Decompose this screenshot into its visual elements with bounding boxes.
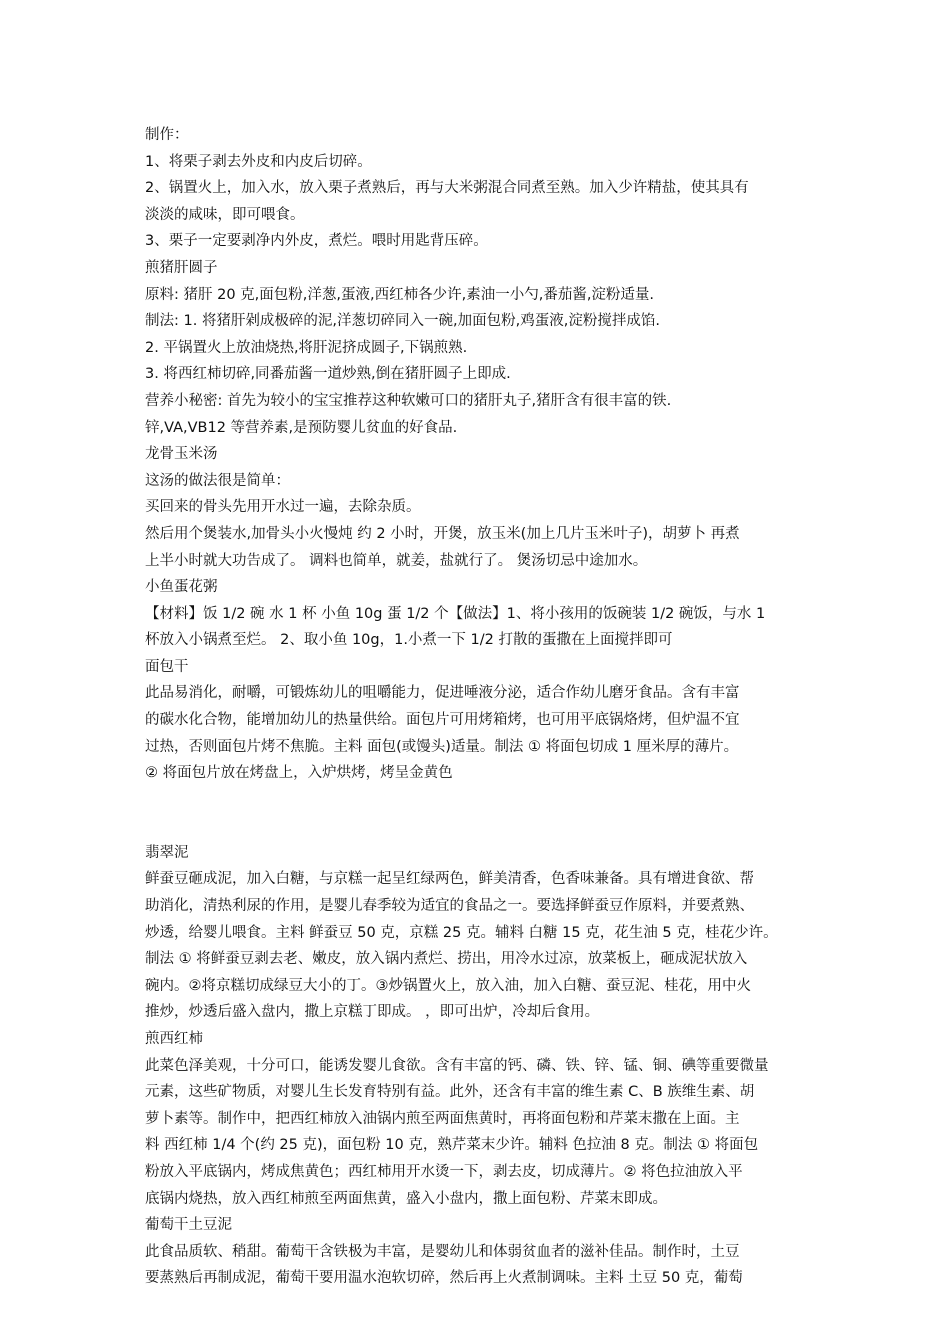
text-line: 制法: 1. 将猪肝剁成极碎的泥,洋葱切碎同入一碗,加面包粉,鸡蛋液,淀粉搅拌成馅. [145, 313, 660, 330]
text-line: 粉放入平底锅内，烤成焦黄色；西红柿用开水烫一下，剥去皮，切成薄片。② 将色拉油放入平 [145, 1163, 743, 1180]
text-line: 这汤的做法很是简单： [145, 472, 290, 489]
text-block-lower [145, 840, 815, 1292]
text-line: 推炒，炒透后盛入盘内，撒上京糕丁即成。 ，即可出炉，冷却后食用。 [145, 1004, 600, 1021]
text-line: 料 西红柿 1/4 个(约 25 克)，面包粉 10 克，熟芹菜末少许。辅料 色拉油 8 克。制法 ① 将面包 [145, 1137, 759, 1154]
text-line: 的碳水化合物，能增加幼儿的热量供给。面包片可用烤箱烤，也可用平底锅烙烤，但炉温不宜 [145, 712, 740, 729]
document-body [145, 122, 815, 1292]
text-line: 龙骨玉米汤 [145, 446, 218, 463]
text-line: 鲜蚕豆砸成泥，加入白糖，与京糕一起呈红绿两色，鲜美清香，色香味兼备。具有增进食欲、帮 [145, 871, 754, 888]
text-line: 此菜色泽美观，十分可口，能诱发婴儿食欲。含有丰富的钙、磷、铁、锌、锰、铜、碘等重要微量 [145, 1057, 769, 1074]
text-line: 1、将栗子剥去外皮和内皮后切碎。 [145, 153, 372, 170]
text-line: 此食品质软、稍甜。葡萄干含铁极为丰富，是婴幼儿和体弱贫血者的滋补佳品。制作时，土豆 [145, 1243, 740, 1260]
text-line: 2、锅置火上，加入水，放入栗子煮熟后，再与大米粥混合同煮至熟。加入少许精盐，使其具有 [145, 180, 749, 197]
text-line: 2. 平锅置火上放油烧热,将肝泥挤成圆子,下锅煎熟. [145, 339, 468, 356]
text-line: 萝卜素等。制作中，把西红柿放入油锅内煎至两面焦黄时，再将面包粉和芹菜末撒在上面。主 [145, 1110, 740, 1127]
text-line: ② 将面包片放在烤盘上，入炉烘烤，烤呈金黄色 [145, 765, 453, 782]
text-line: 锌,VA,VB12 等营养素,是预防婴儿贫血的好食品. [145, 419, 458, 436]
text-line: 翡翠泥 [145, 844, 189, 861]
text-line: 煎西红柿 [145, 1031, 203, 1047]
text-block-upper [145, 122, 815, 787]
text-line: 买回来的骨头先用开水过一遍，去除杂质。 [145, 499, 421, 516]
text-line: 3、栗子一定要剥净内外皮，煮烂。喂时用匙背压碎。 [145, 233, 488, 250]
text-line: 过热，否则面包片烤不焦脆。主料 面包(或馒头)适量。制法 ① 将面包切成 1 厘米厚的薄片。 [145, 738, 739, 755]
text-line: 制法 ① 将鲜蚕豆剥去老、嫩皮，放入锅内煮烂、捞出，用冷水过凉，放菜板上，砸成泥状放入 [145, 951, 748, 968]
text-line: 煎猪肝圆子 [145, 259, 218, 276]
text-line: 原料: 猪肝 20 克,面包粉,洋葱,蛋液,西红柿各少许,素油一小勺,番茄酱,淀粉适量. [145, 286, 655, 303]
text-line: 制作： [145, 127, 189, 143]
text-line: 面包干 [145, 658, 189, 675]
text-line: 助消化，清热利尿的作用，是婴儿春季较为适宜的食品之一。要选择鲜蚕豆作原料，并要煮熟、 [145, 898, 754, 915]
text-line: 此品易消化，耐嚼，可锻炼幼儿的咀嚼能力，促进唾液分泌，适合作幼儿磨牙食品。含有丰富 [145, 685, 740, 702]
text-line: 碗内。②将京糕切成绿豆大小的丁。③炒锅置火上，放入油，加入白糖、蚕豆泥、桂花，用中火 [145, 977, 751, 994]
text-line: 元素，这些矿物质，对婴儿生长发育特别有益。此外，还含有丰富的维生素 C、B 族维生素、胡 [145, 1084, 755, 1101]
paragraph-gap [145, 787, 815, 840]
text-line: 炒透，给婴儿喂食。主料 鲜蚕豆 50 克，京糕 25 克。辅料 白糖 15 克，花生油 5 克，桂花少许。 [145, 924, 778, 941]
text-line: 底锅内烧热，放入西红柿煎至两面焦黄，盛入小盘内，撒上面包粉、芹菜末即成。 [145, 1190, 667, 1207]
text-line: 杯放入小锅煮至烂。 2、取小鱼 10g，1.小煮一下 1/2 打散的蛋撒在上面搅拌即可 [145, 632, 673, 649]
text-line: 葡萄干土豆泥 [145, 1217, 232, 1234]
text-line: 要蒸熟后再制成泥，葡萄干要用温水泡软切碎，然后再上火煮制调味。主料 土豆 50 克，葡萄 [145, 1270, 743, 1287]
text-line: 上半小时就大功告成了。 调料也简单，就姜，盐就行了。 煲汤切忌中途加水。 [145, 552, 648, 569]
text-line: 然后用个煲装水,加骨头小火慢炖 约 2 小时，开煲，放玉米(加上几片玉米叶子)，胡萝卜 再煮 [145, 525, 740, 542]
text-line: 小鱼蛋花粥 [145, 579, 218, 596]
text-line: 【材料】饭 1/2 碗 水 1 杯 小鱼 10g 蛋 1/2 个【做法】1、将小孩用的饭碗装 1/2 碗饭，与水 1 [145, 605, 766, 622]
text-line: 3. 将西红柿切碎,同番茄酱一道炒熟,倒在猪肝圆子上即成. [145, 366, 511, 383]
text-line: 营养小秘密: 首先为较小的宝宝推荐这种软嫩可口的猪肝丸子,猪肝含有很丰富的铁. [145, 392, 672, 409]
text-line: 淡淡的咸味，即可喂食。 [145, 206, 305, 223]
